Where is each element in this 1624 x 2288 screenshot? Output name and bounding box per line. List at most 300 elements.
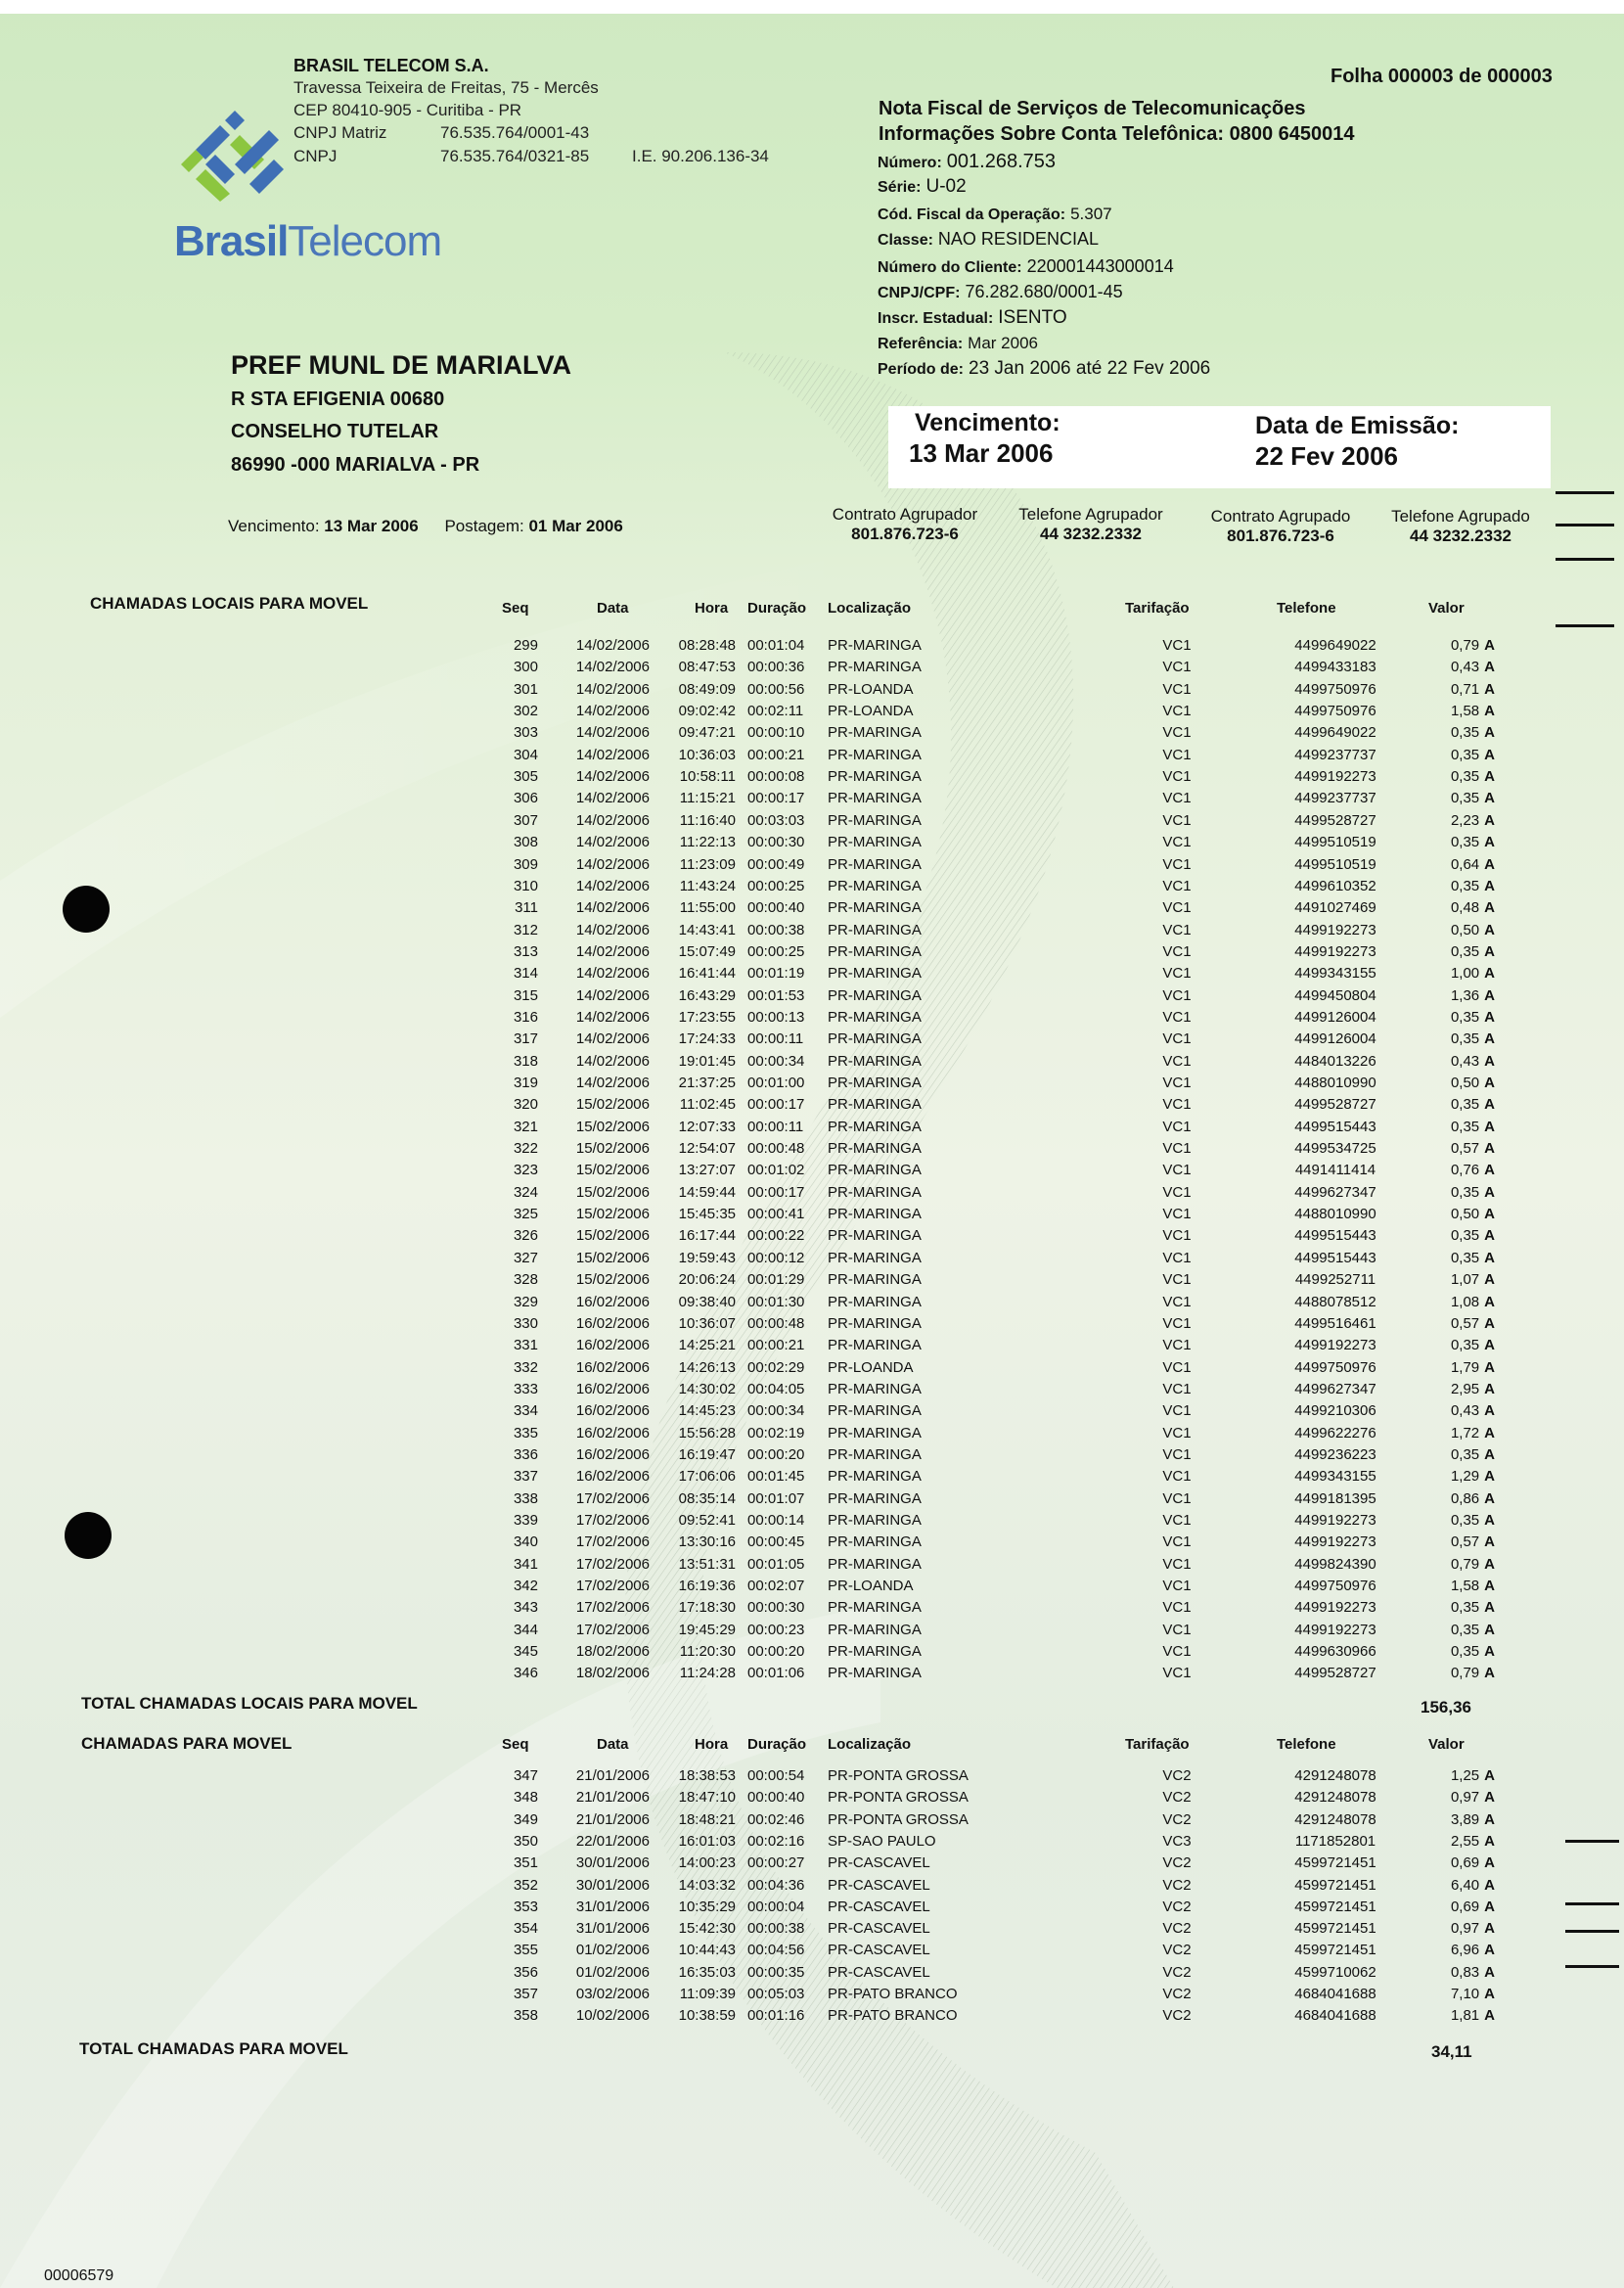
cell-hora: 20:06:24	[678, 1271, 736, 1289]
cell-seq: 346	[513, 1665, 538, 1682]
section-title: CHAMADAS PARA MOVEL	[81, 1734, 293, 1753]
cell-tarifacao: VC1	[1162, 1140, 1192, 1158]
cell-valor-flag: A	[1484, 1008, 1495, 1026]
cell-hora: 14:26:13	[678, 1358, 736, 1376]
cell-tarifacao: VC1	[1162, 1578, 1192, 1595]
cell-valor	[1436, 1359, 1495, 1376]
cell-valor	[1436, 834, 1495, 850]
table-row	[0, 659, 1624, 680]
cell-seq: 318	[513, 1052, 538, 1070]
postal-venc-value: 13 Mar 2006	[324, 517, 419, 535]
cell-tarifacao: VC1	[1162, 1358, 1192, 1376]
cell-valor	[1436, 747, 1495, 763]
cell-hora: 09:02:42	[678, 703, 736, 720]
cell-telefone: 4499192273	[1294, 1533, 1376, 1551]
cell-duracao: 00:04:05	[747, 1380, 805, 1397]
invoice-field-value: 220001443000014	[1026, 256, 1174, 276]
cell-tarifacao: VC1	[1162, 637, 1192, 654]
cell-duracao: 00:00:54	[747, 1767, 805, 1784]
cell-valor-amount: 3,89	[1450, 1810, 1480, 1828]
cell-data: 14/02/2006	[575, 724, 650, 742]
invoice-field-label: CNPJ/CPF:	[878, 285, 961, 301]
cell-data: 14/02/2006	[575, 1075, 650, 1091]
cell-tarifacao: VC1	[1162, 855, 1192, 873]
cell-valor-amount: 0,50	[1450, 1206, 1480, 1223]
cell-tarifacao: VC1	[1162, 899, 1192, 917]
invoice-field-label: Classe:	[878, 232, 933, 249]
cell-tarifacao: VC1	[1162, 1030, 1192, 1048]
cell-duracao: 00:01:29	[747, 1271, 805, 1289]
cell-seq: 322	[513, 1140, 538, 1158]
cell-duracao: 00:00:49	[747, 855, 805, 873]
cell-local: PR-MARINGA	[828, 659, 922, 676]
cell-valor-flag: A	[1484, 921, 1495, 938]
cell-valor-flag: A	[1484, 1599, 1495, 1617]
cell-seq: 323	[513, 1162, 538, 1179]
cell-local: PR-MARINGA	[828, 790, 922, 807]
invoice-field-label: Número do Cliente:	[878, 259, 1022, 276]
table-row	[0, 747, 1624, 768]
cell-seq: 321	[513, 1118, 538, 1135]
cell-valor-flag: A	[1484, 1643, 1495, 1661]
column-header-seq: Seq	[502, 600, 529, 617]
cell-valor-flag: A	[1484, 1898, 1495, 1915]
cell-telefone: 4499192273	[1294, 1599, 1376, 1617]
cell-local: PR-MARINGA	[828, 1533, 922, 1551]
cell-valor	[1436, 1140, 1495, 1157]
cell-hora: 11:09:39	[679, 1986, 736, 2002]
cell-valor	[1436, 1556, 1495, 1573]
section-total-value: 34,11	[1431, 2042, 1472, 2061]
cell-valor-flag: A	[1484, 659, 1495, 676]
cell-telefone: 4499252711	[1294, 1271, 1376, 1289]
due-date-label: Vencimento:	[915, 409, 1060, 436]
cell-tarifacao: VC1	[1162, 724, 1192, 742]
cell-data: 17/02/2006	[575, 1555, 650, 1573]
column-header-data: Data	[597, 600, 629, 617]
cell-valor-flag: A	[1484, 1337, 1495, 1354]
cell-local: PR-MARINGA	[828, 1445, 922, 1463]
cell-data: 15/02/2006	[575, 1140, 650, 1158]
column-header-hora: Hora	[695, 600, 729, 617]
brand-light: Telecom	[288, 217, 442, 265]
cell-local: PR-PONTA GROSSA	[828, 1767, 969, 1784]
company-cep: CEP 80410-905 - Curitiba - PR	[293, 101, 522, 119]
cell-valor-flag: A	[1484, 877, 1495, 894]
cell-valor-flag: A	[1484, 1380, 1495, 1397]
cell-valor-flag: A	[1484, 746, 1495, 763]
cell-valor-flag: A	[1484, 703, 1495, 720]
cell-local: SP-SAO PAULO	[828, 1832, 936, 1850]
cell-duracao: 00:00:12	[747, 1249, 805, 1266]
cell-valor	[1436, 724, 1495, 741]
cell-valor	[1436, 1789, 1495, 1806]
cell-valor-flag: A	[1484, 1424, 1495, 1441]
cell-seq: 350	[513, 1832, 538, 1850]
cell-tarifacao: VC1	[1162, 1075, 1192, 1091]
cell-valor-flag: A	[1484, 834, 1495, 851]
table-row	[0, 1250, 1624, 1271]
cell-seq: 340	[513, 1533, 538, 1551]
cell-hora: 19:59:43	[678, 1249, 736, 1266]
cell-local: PR-MARINGA	[828, 1599, 922, 1617]
cell-telefone: 4499433183	[1294, 659, 1376, 676]
cell-seq: 303	[513, 724, 538, 742]
cell-duracao: 00:00:17	[747, 1183, 805, 1201]
cell-valor-amount: 0,57	[1450, 1140, 1480, 1158]
cell-valor-amount: 0,35	[1450, 1337, 1480, 1354]
cell-data: 15/02/2006	[575, 1271, 650, 1289]
section-title: CHAMADAS LOCAIS PARA MOVEL	[90, 594, 369, 613]
cell-hora: 14:00:23	[678, 1854, 736, 1872]
cell-local: PR-MARINGA	[828, 1052, 922, 1070]
table-row	[0, 834, 1624, 855]
cell-valor-amount: 1,58	[1450, 1578, 1480, 1595]
cell-tarifacao: VC1	[1162, 834, 1192, 851]
cell-duracao: 00:00:48	[747, 1314, 805, 1332]
cell-valor	[1436, 681, 1495, 698]
cell-data: 14/02/2006	[575, 921, 650, 938]
cell-hora: 21:37:25	[678, 1075, 736, 1091]
cell-local: PR-MARINGA	[828, 1643, 922, 1661]
cell-tarifacao: VC1	[1162, 1402, 1192, 1420]
cell-valor-amount: 1,58	[1450, 703, 1480, 720]
cell-duracao: 00:02:19	[747, 1424, 805, 1441]
cell-valor-amount: 1,72	[1450, 1424, 1480, 1441]
cell-valor-flag: A	[1484, 965, 1495, 983]
cell-telefone: 4599710062	[1294, 1963, 1376, 1981]
cell-local: PR-MARINGA	[828, 1402, 922, 1420]
invoice-info-line: Informações Sobre Conta Telefônica: 0800 6450014	[879, 123, 1355, 145]
cell-data: 14/02/2006	[575, 986, 650, 1004]
cell-seq: 316	[513, 1008, 538, 1026]
cell-hora: 10:58:11	[679, 768, 736, 786]
cell-seq: 308	[513, 834, 538, 851]
phone-agrupador	[1008, 505, 1174, 544]
cell-valor-amount: 1,07	[1450, 1271, 1480, 1289]
cell-valor-amount: 0,35	[1450, 1030, 1480, 1048]
invoice-field-label: Série:	[878, 179, 922, 196]
table-row	[0, 1053, 1624, 1075]
cell-valor-amount: 1,29	[1450, 1468, 1480, 1486]
cell-local: PR-LOANDA	[828, 1578, 914, 1595]
cell-duracao: 00:00:04	[747, 1898, 805, 1915]
cell-tarifacao: VC1	[1162, 1424, 1192, 1441]
cell-local: PR-MARINGA	[828, 1468, 922, 1486]
cell-duracao: 00:00:27	[747, 1854, 805, 1872]
cell-local: PR-MARINGA	[828, 1096, 922, 1114]
cell-local: PR-MARINGA	[828, 855, 922, 873]
invoice-field-value: 23 Jan 2006 até 22 Fev 2006	[969, 358, 1211, 379]
postal-post-label: Postagem:	[444, 517, 524, 535]
cell-telefone: 4499237737	[1294, 790, 1376, 807]
cell-duracao: 00:00:38	[747, 1920, 805, 1938]
table-row	[0, 1643, 1624, 1665]
cell-local: PR-LOANDA	[828, 680, 914, 698]
cell-seq: 304	[513, 746, 538, 763]
cell-seq: 341	[513, 1555, 538, 1573]
cell-data: 17/02/2006	[575, 1621, 650, 1638]
column-header-tarifacao: Tarifação	[1125, 600, 1190, 617]
cell-seq: 343	[513, 1599, 538, 1617]
cell-data: 14/02/2006	[575, 659, 650, 676]
table-row	[0, 1899, 1624, 1920]
cell-tarifacao: VC1	[1162, 1599, 1192, 1617]
cell-valor	[1436, 878, 1495, 894]
table-row	[0, 1833, 1624, 1854]
cell-local: PR-MARINGA	[828, 986, 922, 1004]
cell-duracao: 00:02:46	[747, 1810, 805, 1828]
table-row	[0, 1920, 1624, 1942]
cell-seq: 334	[513, 1402, 538, 1420]
table-row	[0, 1337, 1624, 1358]
cell-valor-amount: 0,35	[1450, 1118, 1480, 1135]
cell-valor-amount: 0,79	[1450, 1665, 1480, 1682]
cell-tarifacao: VC2	[1162, 1942, 1192, 1959]
cell-duracao: 00:01:53	[747, 986, 805, 1004]
cell-data: 15/02/2006	[575, 1118, 650, 1135]
cell-valor	[1436, 812, 1495, 829]
cell-valor-flag: A	[1484, 1920, 1495, 1938]
cell-local: PR-MARINGA	[828, 1380, 922, 1397]
cell-local: PR-MARINGA	[828, 965, 922, 983]
phone-agrupado	[1377, 507, 1544, 546]
table-row	[0, 878, 1624, 899]
cell-valor-amount: 2,95	[1450, 1380, 1480, 1397]
postal-line	[228, 517, 623, 536]
cell-valor-flag: A	[1484, 1876, 1495, 1894]
cell-data: 17/02/2006	[575, 1489, 650, 1507]
cell-tarifacao: VC2	[1162, 1986, 1192, 2002]
cell-telefone: 4499343155	[1294, 965, 1376, 983]
cell-valor-amount: 0,71	[1450, 680, 1480, 698]
cell-local: PR-PATO BRANCO	[828, 2007, 958, 2025]
cell-valor	[1436, 1053, 1495, 1070]
cell-hora: 11:23:09	[679, 855, 736, 873]
cell-valor-flag: A	[1484, 1162, 1495, 1179]
cell-valor	[1436, 943, 1495, 960]
cell-telefone: 4499627347	[1294, 1380, 1376, 1397]
cell-telefone: 4491027469	[1294, 899, 1376, 917]
cell-seq: 336	[513, 1445, 538, 1463]
cell-telefone: 4499630966	[1294, 1643, 1376, 1661]
cell-valor-amount: 0,35	[1450, 1621, 1480, 1638]
table-row	[0, 1402, 1624, 1424]
cell-hora: 18:47:10	[678, 1789, 736, 1807]
table-row	[0, 1811, 1624, 1833]
column-header-local: Localização	[828, 600, 912, 617]
cell-tarifacao: VC1	[1162, 1162, 1192, 1179]
cell-valor-amount: 0,64	[1450, 855, 1480, 873]
cell-local: PR-MARINGA	[828, 834, 922, 851]
cell-valor-amount: 0,43	[1450, 659, 1480, 676]
cell-hora: 19:45:29	[678, 1621, 736, 1638]
cell-hora: 15:45:35	[678, 1206, 736, 1223]
cell-local: PR-MARINGA	[828, 1030, 922, 1048]
cell-local: PR-MARINGA	[828, 942, 922, 960]
issue-date-value: 22 Fev 2006	[1255, 441, 1399, 471]
cell-hora: 17:18:30	[678, 1599, 736, 1617]
cell-valor-amount: 0,35	[1450, 877, 1480, 894]
cell-valor-flag: A	[1484, 1118, 1495, 1135]
cell-telefone: 4499126004	[1294, 1030, 1376, 1048]
column-header-valor: Valor	[1428, 600, 1465, 617]
margin-mark	[1556, 558, 1614, 561]
cell-data: 16/02/2006	[575, 1293, 650, 1310]
cell-data: 30/01/2006	[575, 1876, 650, 1894]
cell-seq: 331	[513, 1337, 538, 1354]
invoice-field-label: Número:	[878, 155, 942, 171]
cell-valor	[1436, 703, 1495, 719]
cell-tarifacao: VC1	[1162, 1512, 1192, 1529]
cell-valor	[1436, 987, 1495, 1004]
cell-valor-amount: 0,76	[1450, 1162, 1480, 1179]
cell-seq: 320	[513, 1096, 538, 1114]
cell-valor-amount: 1,81	[1450, 2007, 1480, 2025]
cell-hora: 13:30:16	[678, 1533, 736, 1551]
cell-local: PR-MARINGA	[828, 1314, 922, 1332]
cell-seq: 358	[513, 2007, 538, 2025]
cell-local: PR-CASCAVEL	[828, 1854, 930, 1872]
cell-hora: 08:35:14	[678, 1489, 736, 1507]
cell-valor-flag: A	[1484, 680, 1495, 698]
cell-valor	[1436, 1096, 1495, 1113]
cell-valor-amount: 0,35	[1450, 768, 1480, 786]
invoice-field-value: U-02	[925, 176, 967, 197]
cell-hora: 16:17:44	[678, 1227, 736, 1245]
table-row	[0, 1030, 1624, 1052]
cell-telefone: 4291248078	[1294, 1810, 1376, 1828]
cell-hora: 18:38:53	[678, 1767, 736, 1784]
cell-valor-amount: 0,35	[1450, 746, 1480, 763]
cell-valor-flag: A	[1484, 1555, 1495, 1573]
cell-telefone: 4488010990	[1294, 1075, 1376, 1091]
column-header-local: Localização	[828, 1736, 912, 1753]
cell-data: 14/02/2006	[575, 942, 650, 960]
cell-local: PR-MARINGA	[828, 746, 922, 763]
table-row	[0, 790, 1624, 811]
punch-hole	[63, 886, 110, 933]
cell-telefone: 4499750976	[1294, 1578, 1376, 1595]
cell-valor	[1436, 1250, 1495, 1266]
cell-seq: 315	[513, 986, 538, 1004]
cell-data: 15/02/2006	[575, 1227, 650, 1245]
contract-value: 44 3232.2332	[1410, 526, 1511, 545]
cell-valor	[1436, 1512, 1495, 1529]
cell-seq: 306	[513, 790, 538, 807]
cell-valor	[1436, 1490, 1495, 1507]
cell-data: 14/02/2006	[575, 790, 650, 807]
cell-local: PR-MARINGA	[828, 1118, 922, 1135]
contract-value: 801.876.723-6	[1227, 526, 1334, 545]
table-row	[0, 922, 1624, 943]
cell-valor-flag: A	[1484, 1445, 1495, 1463]
cell-data: 14/02/2006	[575, 811, 650, 829]
cell-valor	[1436, 790, 1495, 806]
contract-label: Contrato Agrupado	[1210, 507, 1351, 526]
cell-valor-amount: 0,35	[1450, 1512, 1480, 1529]
cell-hora: 16:01:03	[678, 1832, 736, 1850]
cell-hora: 09:38:40	[678, 1293, 736, 1310]
cell-data: 14/02/2006	[575, 768, 650, 786]
cell-seq: 328	[513, 1271, 538, 1289]
table-row	[0, 2007, 1624, 2029]
cell-hora: 11:55:00	[679, 899, 736, 917]
company-name: BRASIL TELECOM S.A.	[293, 56, 489, 75]
cell-valor-flag: A	[1484, 942, 1495, 960]
cell-local: PR-MARINGA	[828, 1140, 922, 1158]
cell-duracao: 00:00:56	[747, 680, 805, 698]
cell-duracao: 00:00:35	[747, 1963, 805, 1981]
invoice-field-label: Cód. Fiscal da Operação:	[878, 206, 1066, 223]
cell-local: PR-MARINGA	[828, 1665, 922, 1682]
cell-duracao: 00:00:30	[747, 1599, 805, 1617]
cell-valor-flag: A	[1484, 2007, 1495, 2025]
cell-telefone: 4499192273	[1294, 921, 1376, 938]
cell-hora: 11:22:13	[679, 834, 736, 851]
cell-telefone: 4499516461	[1294, 1314, 1376, 1332]
cell-local: PR-CASCAVEL	[828, 1963, 930, 1981]
cell-hora: 14:25:21	[678, 1337, 736, 1354]
cell-duracao: 00:00:34	[747, 1402, 805, 1420]
cell-tarifacao: VC1	[1162, 1337, 1192, 1354]
cell-seq: 348	[513, 1789, 538, 1807]
cell-telefone: 4499192273	[1294, 1512, 1376, 1529]
cell-local: PR-MARINGA	[828, 1183, 922, 1201]
cell-valor-amount: 0,57	[1450, 1314, 1480, 1332]
cell-data: 22/01/2006	[575, 1832, 650, 1850]
cell-valor-flag: A	[1484, 1665, 1495, 1682]
cell-duracao: 00:00:25	[747, 942, 805, 960]
invoice-field	[878, 358, 1210, 380]
cell-telefone: 4499343155	[1294, 1468, 1376, 1486]
contract-label: Telefone Agrupador	[1018, 505, 1163, 524]
cell-duracao: 00:00:23	[747, 1621, 805, 1638]
cell-duracao: 00:00:13	[747, 1008, 805, 1026]
cell-valor	[1436, 1811, 1495, 1828]
cell-valor-amount: 0,35	[1450, 1096, 1480, 1114]
cell-tarifacao: VC2	[1162, 1767, 1192, 1784]
cell-valor	[1436, 1271, 1495, 1288]
table-row	[0, 1359, 1624, 1381]
cell-hora: 17:23:55	[678, 1008, 736, 1026]
cell-tarifacao: VC1	[1162, 680, 1192, 698]
cell-data: 16/02/2006	[575, 1337, 650, 1354]
cell-telefone: 4491411414	[1294, 1162, 1376, 1179]
cell-valor-amount: 0,57	[1450, 1533, 1480, 1551]
cell-telefone: 4499210306	[1294, 1402, 1376, 1420]
cell-telefone: 1171852801	[1294, 1832, 1376, 1850]
table-row	[0, 1096, 1624, 1118]
cell-local: PR-CASCAVEL	[828, 1898, 930, 1915]
cell-local: PR-MARINGA	[828, 899, 922, 917]
punch-hole	[65, 1512, 112, 1559]
cell-valor-flag: A	[1484, 986, 1495, 1004]
table-row	[0, 943, 1624, 965]
cell-duracao: 00:00:41	[747, 1206, 805, 1223]
cell-data: 18/02/2006	[575, 1665, 650, 1682]
cell-seq: 333	[513, 1380, 538, 1397]
cell-valor-flag: A	[1484, 1096, 1495, 1114]
cell-local: PR-MARINGA	[828, 1008, 922, 1026]
cell-data: 17/02/2006	[575, 1599, 650, 1617]
margin-mark	[1565, 1965, 1619, 1968]
cell-data: 14/02/2006	[575, 637, 650, 654]
cell-valor	[1436, 1920, 1495, 1937]
cell-telefone: 4499750976	[1294, 703, 1376, 720]
cell-telefone: 4499510519	[1294, 855, 1376, 873]
cell-tarifacao: VC1	[1162, 1533, 1192, 1551]
